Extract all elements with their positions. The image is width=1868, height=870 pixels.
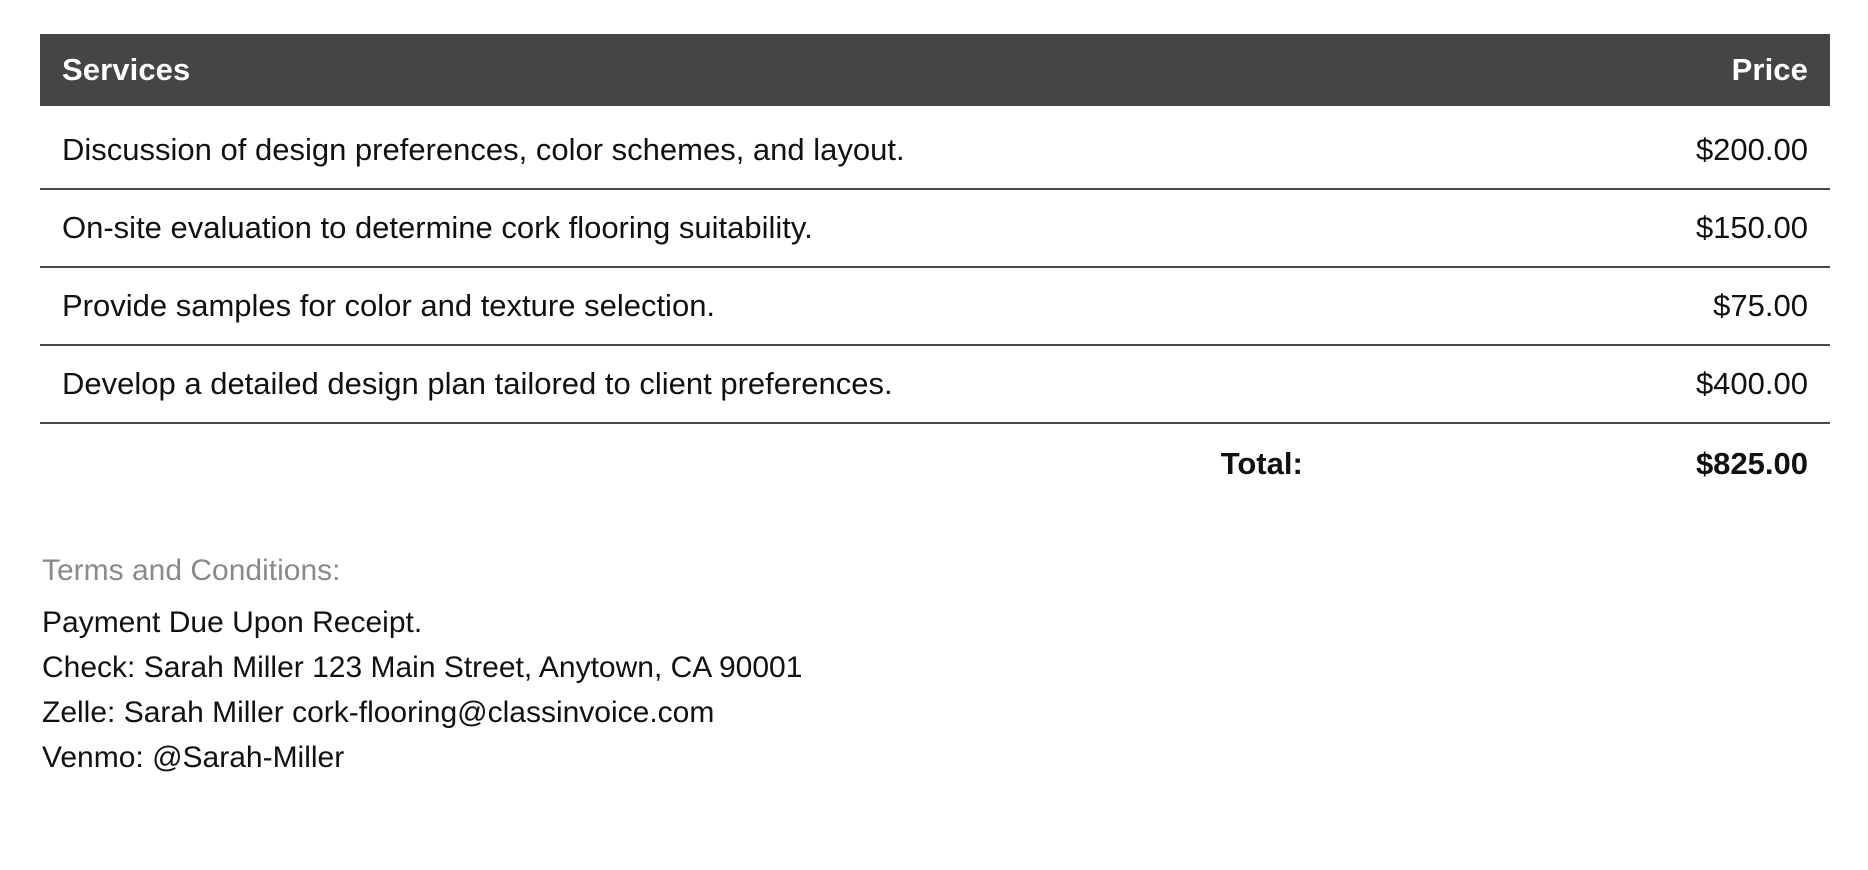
service-description: Discussion of design preferences, color schemes, and layout. [40, 106, 1329, 189]
service-price: $150.00 [1329, 189, 1830, 267]
table-body [40, 106, 1830, 502]
service-price: $200.00 [1329, 106, 1830, 189]
table-row [40, 106, 1830, 189]
service-description: On-site evaluation to determine cork flooring suitability. [40, 189, 1329, 267]
table-header-row [40, 34, 1830, 106]
service-price: $75.00 [1329, 267, 1830, 345]
service-price: $400.00 [1329, 345, 1830, 423]
table-row [40, 267, 1830, 345]
terms-line: Zelle: Sarah Miller cork-flooring@classinvoice.com [42, 696, 715, 729]
terms-line: Venmo: @Sarah-Miller [42, 741, 345, 774]
terms-line: Check: Sarah Miller 123 Main Street, Anytown, CA 90001 [42, 651, 803, 684]
terms-and-conditions [40, 554, 1828, 780]
service-description: Provide samples for color and texture selection. [40, 267, 1329, 345]
terms-line: Payment Due Upon Receipt. [42, 606, 423, 639]
total-label: Total: [1220, 446, 1303, 481]
services-table [40, 34, 1830, 502]
column-header-price: Price [1329, 34, 1830, 106]
terms-title: Terms and Conditions: [42, 554, 341, 587]
table-header [40, 34, 1830, 106]
table-row [40, 345, 1830, 423]
service-description: Develop a detailed design plan tailored to client preferences. [40, 345, 1329, 423]
total-row [40, 423, 1830, 502]
table-row [40, 189, 1830, 267]
column-header-services: Services [40, 34, 1329, 106]
total-value: $825.00 [1695, 446, 1808, 481]
